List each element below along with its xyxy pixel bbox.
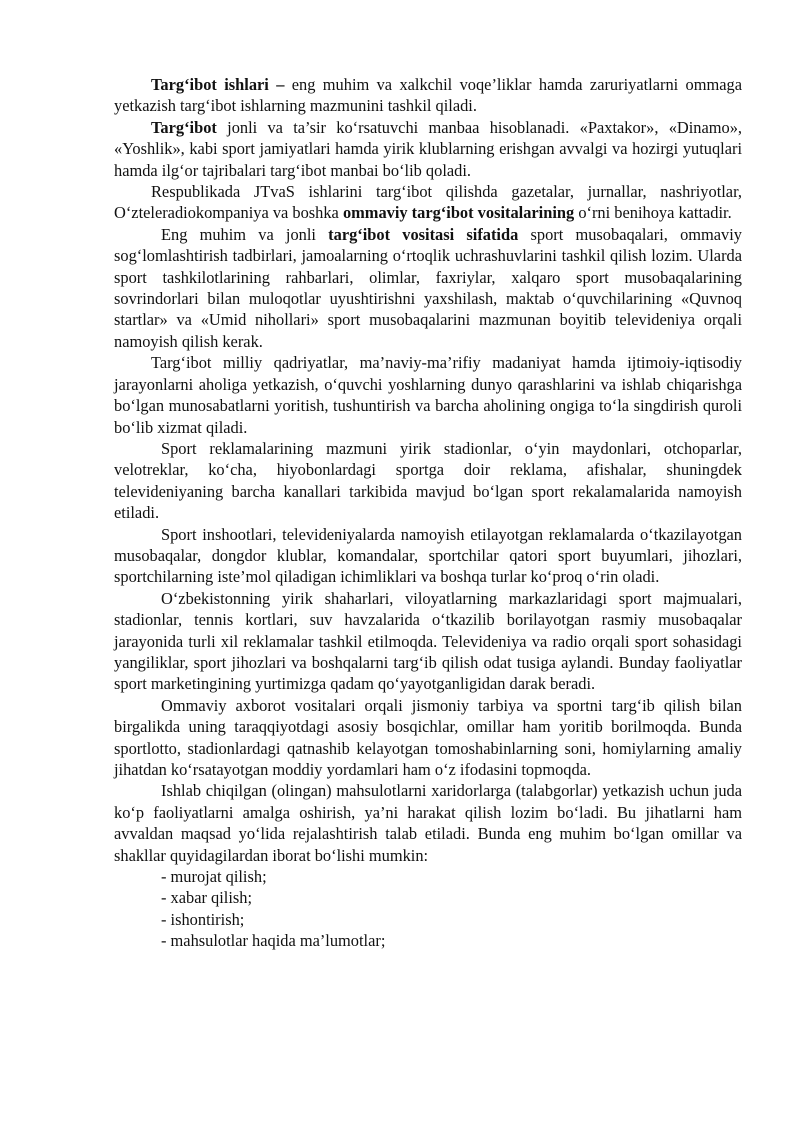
paragraph-text: Sport reklamalarining mazmuni yirik stadionlar, o‘yin maydonlari, otchoparlar, velotreklar, ko‘cha, hiyobonlardagi sportga doir reklama, afishalar, shuningdek televideniyaning barcha kanallari tarkibida mavjud bo‘lgan sport rekalamalarida namoyish etiladi. bbox=[114, 438, 742, 523]
paragraph-text: o‘rni benihoya kattadir. bbox=[574, 203, 732, 223]
paragraph-text: O‘zbekistonning yirik shaharlari, viloyatlarning markazlaridagi sport majmualari, stadionlar, tennis kortlari, suv havzalarida o‘tkazilib borilayotgan rasmiy musobaqalar jarayonida turli xil reklamalar tashkil etilmoqda. Televideniya va radio orqali sport sohasidagi yangiliklar, sport jihozlari va boshqalarni targ‘ib qilish odat tusiga aylandi. Bunday faoliyatlar sport marketingining yurtimizga qadam qo‘yayotganligidan darak beradi. bbox=[114, 588, 742, 694]
paragraph bbox=[114, 352, 742, 438]
document-body bbox=[114, 74, 742, 866]
paragraph bbox=[114, 780, 742, 866]
paragraph bbox=[114, 438, 742, 524]
paragraph-text: Ishlab chiqilgan (olingan) mahsulotlarni xaridorlarga (talabgorlar) yetkazish uchun juda ko‘p faoliyatlarni amalga oshirish, ya’ni harakat qilish lozim bo‘ladi. Bu jihatlarni ham avvaldan maqsad yo‘lida rejalashtirish talab etiladi. Bunda eng muhim bo‘lgan omillar va shakllar quyidagilardan iborat bo‘lishi mumkin: bbox=[114, 781, 742, 865]
bold-term: Targ‘ibot ishlari – bbox=[151, 75, 285, 94]
paragraph bbox=[114, 524, 742, 588]
paragraph-text: Sport inshootlari, televideniyalarda namoyish etilayotgan reklamalarda o‘tkazilayotgan musobaqalar, dongdor klublar, komandalar, sportchilar qatori sport buyumlari, jihozlari, sportchilarning iste’mol qiladigan ichimliklari va boshqa turlar ko‘proq o‘rin oladi. bbox=[114, 524, 742, 587]
list-item: - ishontirish; bbox=[161, 909, 245, 929]
paragraph bbox=[114, 117, 742, 181]
paragraph-text: eng muhim va xalkchil voqe’liklar hamda zaruriyatlarni ommaga yetkazish targ‘ibot ishlarning mazmunini tashkil qiladi. bbox=[114, 75, 742, 116]
factor-list bbox=[114, 866, 742, 952]
paragraph bbox=[114, 695, 742, 781]
paragraph-text: Eng muhim va jonli bbox=[161, 224, 329, 244]
paragraph-text: sport musobaqalari, ommaviy sog‘lomlashtirish tadbirlari, jamoalarning o‘rtoqlik uchrashuvlarini tashkil qilish lozim. Ularda sport tashkilotlarining rahbarlari, olimlar, faxriylar, xalqaro sport musobaqalarining sovrindorlari bilan muloqotlar uyushtirishni yaxshilash, maktab o‘quvchilarining «Quvnoq startlar» va «Umid nihollari» sport musobaqalarini mazmunan boyitib televideniya orqali namoyish qilish kerak. bbox=[114, 224, 742, 351]
document-page bbox=[114, 74, 742, 952]
paragraph bbox=[114, 74, 742, 117]
bold-term: Targ‘ibot bbox=[151, 117, 217, 137]
paragraph-text: jonli va ta’sir ko‘rsatuvchi manbaa hisoblanadi. «Paxtakor», «Dinamo», «Yoshlik», kabi sport jamiyatlari hamda yirik klublarning erishgan avvalgi va hozirgi yutuqlari hamda ilg‘or tajribalari targ‘ibot manbai bo‘lib qoladi. bbox=[114, 117, 742, 180]
bold-term: targ‘ibot vositasi sifatida bbox=[328, 224, 519, 244]
paragraph bbox=[114, 181, 742, 224]
paragraph bbox=[114, 588, 742, 695]
paragraph-text: Respublikada JTvaS ishlarini targ‘ibot qilishda gazetalar, jurnallar, nashriyotlar, O‘zteleradiokompaniya va boshka bbox=[114, 182, 742, 223]
paragraph bbox=[114, 224, 742, 352]
list-item: - xabar qilish; bbox=[161, 888, 253, 908]
bold-term: ommaviy targ‘ibot vositalarining bbox=[342, 203, 575, 223]
list-item: - murojat qilish; bbox=[161, 867, 267, 887]
paragraph-text: Ommaviy axborot vositalari orqali jismoniy tarbiya va sportni targ‘ib qilish bilan birgalikda uning taraqqiyotdagi asosiy bosqichlar, omillar ham yoritib borilmoqda. Bunda sportlotto, stadionlardagi qatnashib kelayotgan tomoshabinlarning soni, homiylarning amaliy jihatdan ko‘rsatayotgan moddiy yordamlari ham o‘z ifodasini topmoqda. bbox=[114, 695, 742, 779]
paragraph-text: Targ‘ibot milliy qadriyatlar, ma’naviy-ma’rifiy madaniyat hamda ijtimoiy-iqtisodiy jarayonlarni aholiga yetkazish, o‘quvchi yoshlarning dunyo qarashlarini va ishlab chiqarishga bo‘lgan munosabatlarni yoritish, tushuntirish va barcha aholining ongiga to‘la singdirish quroli bo‘lib xizmat qiladi. bbox=[114, 353, 742, 437]
list-item: - mahsulotlar haqida ma’lumotlar; bbox=[161, 931, 386, 951]
